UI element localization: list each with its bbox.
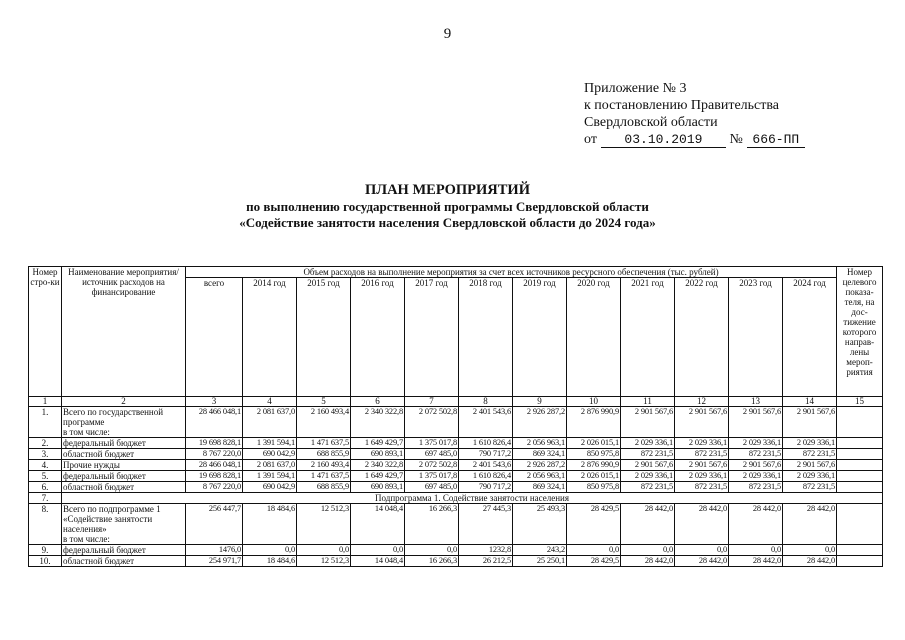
row-value: 872 231,5 [783,449,837,460]
row-name: областной бюджет [62,482,186,493]
row-target-indicator [837,460,883,471]
annex-date: 03.10.2019 [601,133,726,148]
row-value: 14 048,4 [351,504,405,545]
row-value: 28 442,0 [675,556,729,567]
row-number: 2. [29,438,62,449]
row-target-indicator [837,482,883,493]
title-line-3: «Содействие занятости населения Свердловской области до 2024 года» [239,215,656,230]
row-value: 28 442,0 [783,556,837,567]
row-value: 2 160 493,4 [297,407,351,438]
row-value: 2 029 336,1 [621,471,675,482]
row-value: 2 901 567,6 [729,407,783,438]
table-row [29,504,883,545]
row-target-indicator [837,556,883,567]
header-year-1: 2014 год [243,278,297,397]
column-number-3: 3 [186,397,243,407]
row-value: 2 876 990,9 [567,407,621,438]
row-value: 2 026 015,1 [567,438,621,449]
row-value: 850 975,8 [567,482,621,493]
row-value: 688 855,9 [297,449,351,460]
row-value: 25 493,3 [513,504,567,545]
annex-number-label: № [729,132,743,147]
row-value: 2 901 567,6 [621,460,675,471]
row-value: 2 160 493,4 [297,460,351,471]
row-value: 1 649 429,7 [351,471,405,482]
row-value: 872 231,5 [621,482,675,493]
header-year-11: 2024 год [783,278,837,397]
plan-table [28,266,883,567]
row-value: 0,0 [297,545,351,556]
header-year-5: 2018 год [459,278,513,397]
row-value: 2 029 336,1 [675,438,729,449]
annex-line-1: Приложение № 3 [584,81,687,96]
row-number: 1. [29,407,62,438]
row-value: 2 029 336,1 [729,438,783,449]
row-target-indicator [837,407,883,438]
row-target-indicator [837,471,883,482]
header-year-7: 2020 год [567,278,621,397]
row-number: 3. [29,449,62,460]
column-number-5: 5 [297,397,351,407]
row-value: 0,0 [351,545,405,556]
column-number-4: 4 [243,397,297,407]
row-name: областной бюджет [62,449,186,460]
title-line-2: по выполнению государственной программы Свердловской области [246,199,649,214]
row-target-indicator [837,438,883,449]
header-year-0: всего [186,278,243,397]
row-value: 872 231,5 [675,449,729,460]
row-value: 25 250,1 [513,556,567,567]
column-number-11: 11 [621,397,675,407]
annex-line-4 [584,131,805,148]
row-value: 16 266,3 [405,556,459,567]
row-value: 2 340 322,8 [351,407,405,438]
table-row [29,556,883,567]
header-row-1 [29,267,883,278]
header-year-6: 2019 год [513,278,567,397]
table-row [29,438,883,449]
row-value: 2 901 567,6 [783,407,837,438]
row-value: 2 029 336,1 [729,471,783,482]
row-value: 688 855,9 [297,482,351,493]
header-year-9: 2022 год [675,278,729,397]
row-value: 850 975,8 [567,449,621,460]
row-value: 0,0 [243,545,297,556]
row-value: 0,0 [675,545,729,556]
row-value: 28 466 048,1 [186,460,243,471]
row-value: 0,0 [729,545,783,556]
row-value: 254 971,7 [186,556,243,567]
row-name: федеральный бюджет [62,438,186,449]
row-value: 1476,0 [186,545,243,556]
row-value: 690 042,9 [243,449,297,460]
row-value: 872 231,5 [621,449,675,460]
row-value: 2 901 567,6 [675,407,729,438]
table-row [29,449,883,460]
annex-block [584,80,805,148]
row-number: 9. [29,545,62,556]
row-value: 1232,8 [459,545,513,556]
row-value: 872 231,5 [729,449,783,460]
row-value: 690 893,1 [351,482,405,493]
row-value: 243,2 [513,545,567,556]
header-year-2: 2015 год [297,278,351,397]
header-year-3: 2016 год [351,278,405,397]
row-value: 2 029 336,1 [621,438,675,449]
column-number-13: 13 [729,397,783,407]
row-value: 0,0 [783,545,837,556]
row-value: 8 767 220,0 [186,449,243,460]
row-name: областной бюджет [62,556,186,567]
row-value: 28 442,0 [783,504,837,545]
row-value: 0,0 [621,545,675,556]
row-value: 2 072 502,8 [405,407,459,438]
subprogram-row [29,493,883,504]
row-value: 2 901 567,6 [729,460,783,471]
row-value: 1 610 826,4 [459,438,513,449]
row-value: 28 442,0 [729,556,783,567]
title-line-1: ПЛАН МЕРОПРИЯТИЙ [365,182,530,198]
row-value: 872 231,5 [675,482,729,493]
row-name: федеральный бюджет [62,545,186,556]
row-value: 2 029 336,1 [783,471,837,482]
row-number: 8. [29,504,62,545]
column-number-15: 15 [837,397,883,407]
row-value: 26 212,5 [459,556,513,567]
row-value: 2 081 637,0 [243,460,297,471]
annex-line-3: Свердловской области [584,115,718,130]
row-value: 2 340 322,8 [351,460,405,471]
row-value: 2 876 990,9 [567,460,621,471]
row-target-indicator [837,545,883,556]
row-value: 18 484,6 [243,556,297,567]
row-value: 1 391 594,1 [243,471,297,482]
row-target-indicator [837,504,883,545]
row-number: 6. [29,482,62,493]
row-value: 790 717,2 [459,482,513,493]
row-value: 12 512,3 [297,556,351,567]
row-number: 5. [29,471,62,482]
row-value: 2 081 637,0 [243,407,297,438]
row-value: 28 466 048,1 [186,407,243,438]
row-value: 869 324,1 [513,482,567,493]
row-value: 19 698 828,1 [186,438,243,449]
row-name: Всего по подпрограмме 1 «Содействие занятости населения» в том числе: [62,504,186,545]
row-value: 0,0 [405,545,459,556]
row-value: 869 324,1 [513,449,567,460]
header-expense-volume: Объем расходов на выполнение мероприятия за счет всех источников ресурсного обеспечения (тыс. рублей) [186,267,837,278]
row-value: 2 901 567,6 [783,460,837,471]
header-activity-name: Наименование мероприятия/ источник расходов на финансирование [62,267,186,397]
row-value: 27 445,3 [459,504,513,545]
subprogram-title: Подпрограмма 1. Содействие занятости населения [62,493,883,504]
row-value: 2 026 015,1 [567,471,621,482]
row-value: 697 485,0 [405,482,459,493]
header-row-number: Номер стро-ки [29,267,62,397]
row-value: 16 266,3 [405,504,459,545]
row-value: 28 429,5 [567,504,621,545]
row-value: 0,0 [567,545,621,556]
row-value: 872 231,5 [729,482,783,493]
column-number-7: 7 [405,397,459,407]
row-value: 28 442,0 [675,504,729,545]
row-value: 19 698 828,1 [186,471,243,482]
row-value: 256 447,7 [186,504,243,545]
row-value: 12 512,3 [297,504,351,545]
row-value: 1 610 826,4 [459,471,513,482]
table-row [29,545,883,556]
row-value: 2 901 567,6 [675,460,729,471]
table-row [29,471,883,482]
row-value: 1 649 429,7 [351,438,405,449]
header-year-8: 2021 год [621,278,675,397]
annex-from-label: от [584,132,597,147]
column-number-12: 12 [675,397,729,407]
row-value: 2 401 543,6 [459,407,513,438]
page-number: 9 [443,26,452,42]
header-target-indicator: Номер целевого показа-теля, на дос-тижение которого направ-лены мероп-риятия [837,267,883,397]
table-row [29,482,883,493]
row-value: 28 442,0 [729,504,783,545]
row-value: 2 056 963,1 [513,471,567,482]
row-value: 1 471 637,5 [297,438,351,449]
annex-number: 666-ПП [747,133,805,148]
row-value: 690 893,1 [351,449,405,460]
row-value: 2 029 336,1 [675,471,729,482]
column-number-14: 14 [783,397,837,407]
row-value: 690 042,9 [243,482,297,493]
column-number-10: 10 [567,397,621,407]
row-number: 10. [29,556,62,567]
row-value: 8 767 220,0 [186,482,243,493]
column-number-9: 9 [513,397,567,407]
column-number-1: 1 [29,397,62,407]
row-value: 28 429,5 [567,556,621,567]
row-value: 2 926 287,2 [513,460,567,471]
header-year-4: 2017 год [405,278,459,397]
table-row [29,407,883,438]
row-value: 1 375 017,8 [405,471,459,482]
row-value: 2 926 287,2 [513,407,567,438]
row-value: 2 901 567,6 [621,407,675,438]
row-value: 18 484,6 [243,504,297,545]
row-value: 1 375 017,8 [405,438,459,449]
annex-line-2: к постановлению Правительства [584,98,780,113]
row-value: 14 048,4 [351,556,405,567]
row-value: 28 442,0 [621,556,675,567]
row-value: 872 231,5 [783,482,837,493]
table-row [29,460,883,471]
row-name: Прочие нужды [62,460,186,471]
row-value: 2 029 336,1 [783,438,837,449]
row-name: федеральный бюджет [62,471,186,482]
row-name: Всего по государственной программе в том числе: [62,407,186,438]
header-year-10: 2023 год [729,278,783,397]
row-target-indicator [837,449,883,460]
document-title [0,182,895,231]
column-number-row [29,397,883,407]
column-number-6: 6 [351,397,405,407]
column-number-8: 8 [459,397,513,407]
row-value: 2 401 543,6 [459,460,513,471]
row-value: 2 056 963,1 [513,438,567,449]
row-value: 2 072 502,8 [405,460,459,471]
row-number: 4. [29,460,62,471]
row-number: 7. [29,493,62,504]
row-value: 697 485,0 [405,449,459,460]
row-value: 790 717,2 [459,449,513,460]
column-number-2: 2 [62,397,186,407]
row-value: 1 471 637,5 [297,471,351,482]
row-value: 1 391 594,1 [243,438,297,449]
row-value: 28 442,0 [621,504,675,545]
